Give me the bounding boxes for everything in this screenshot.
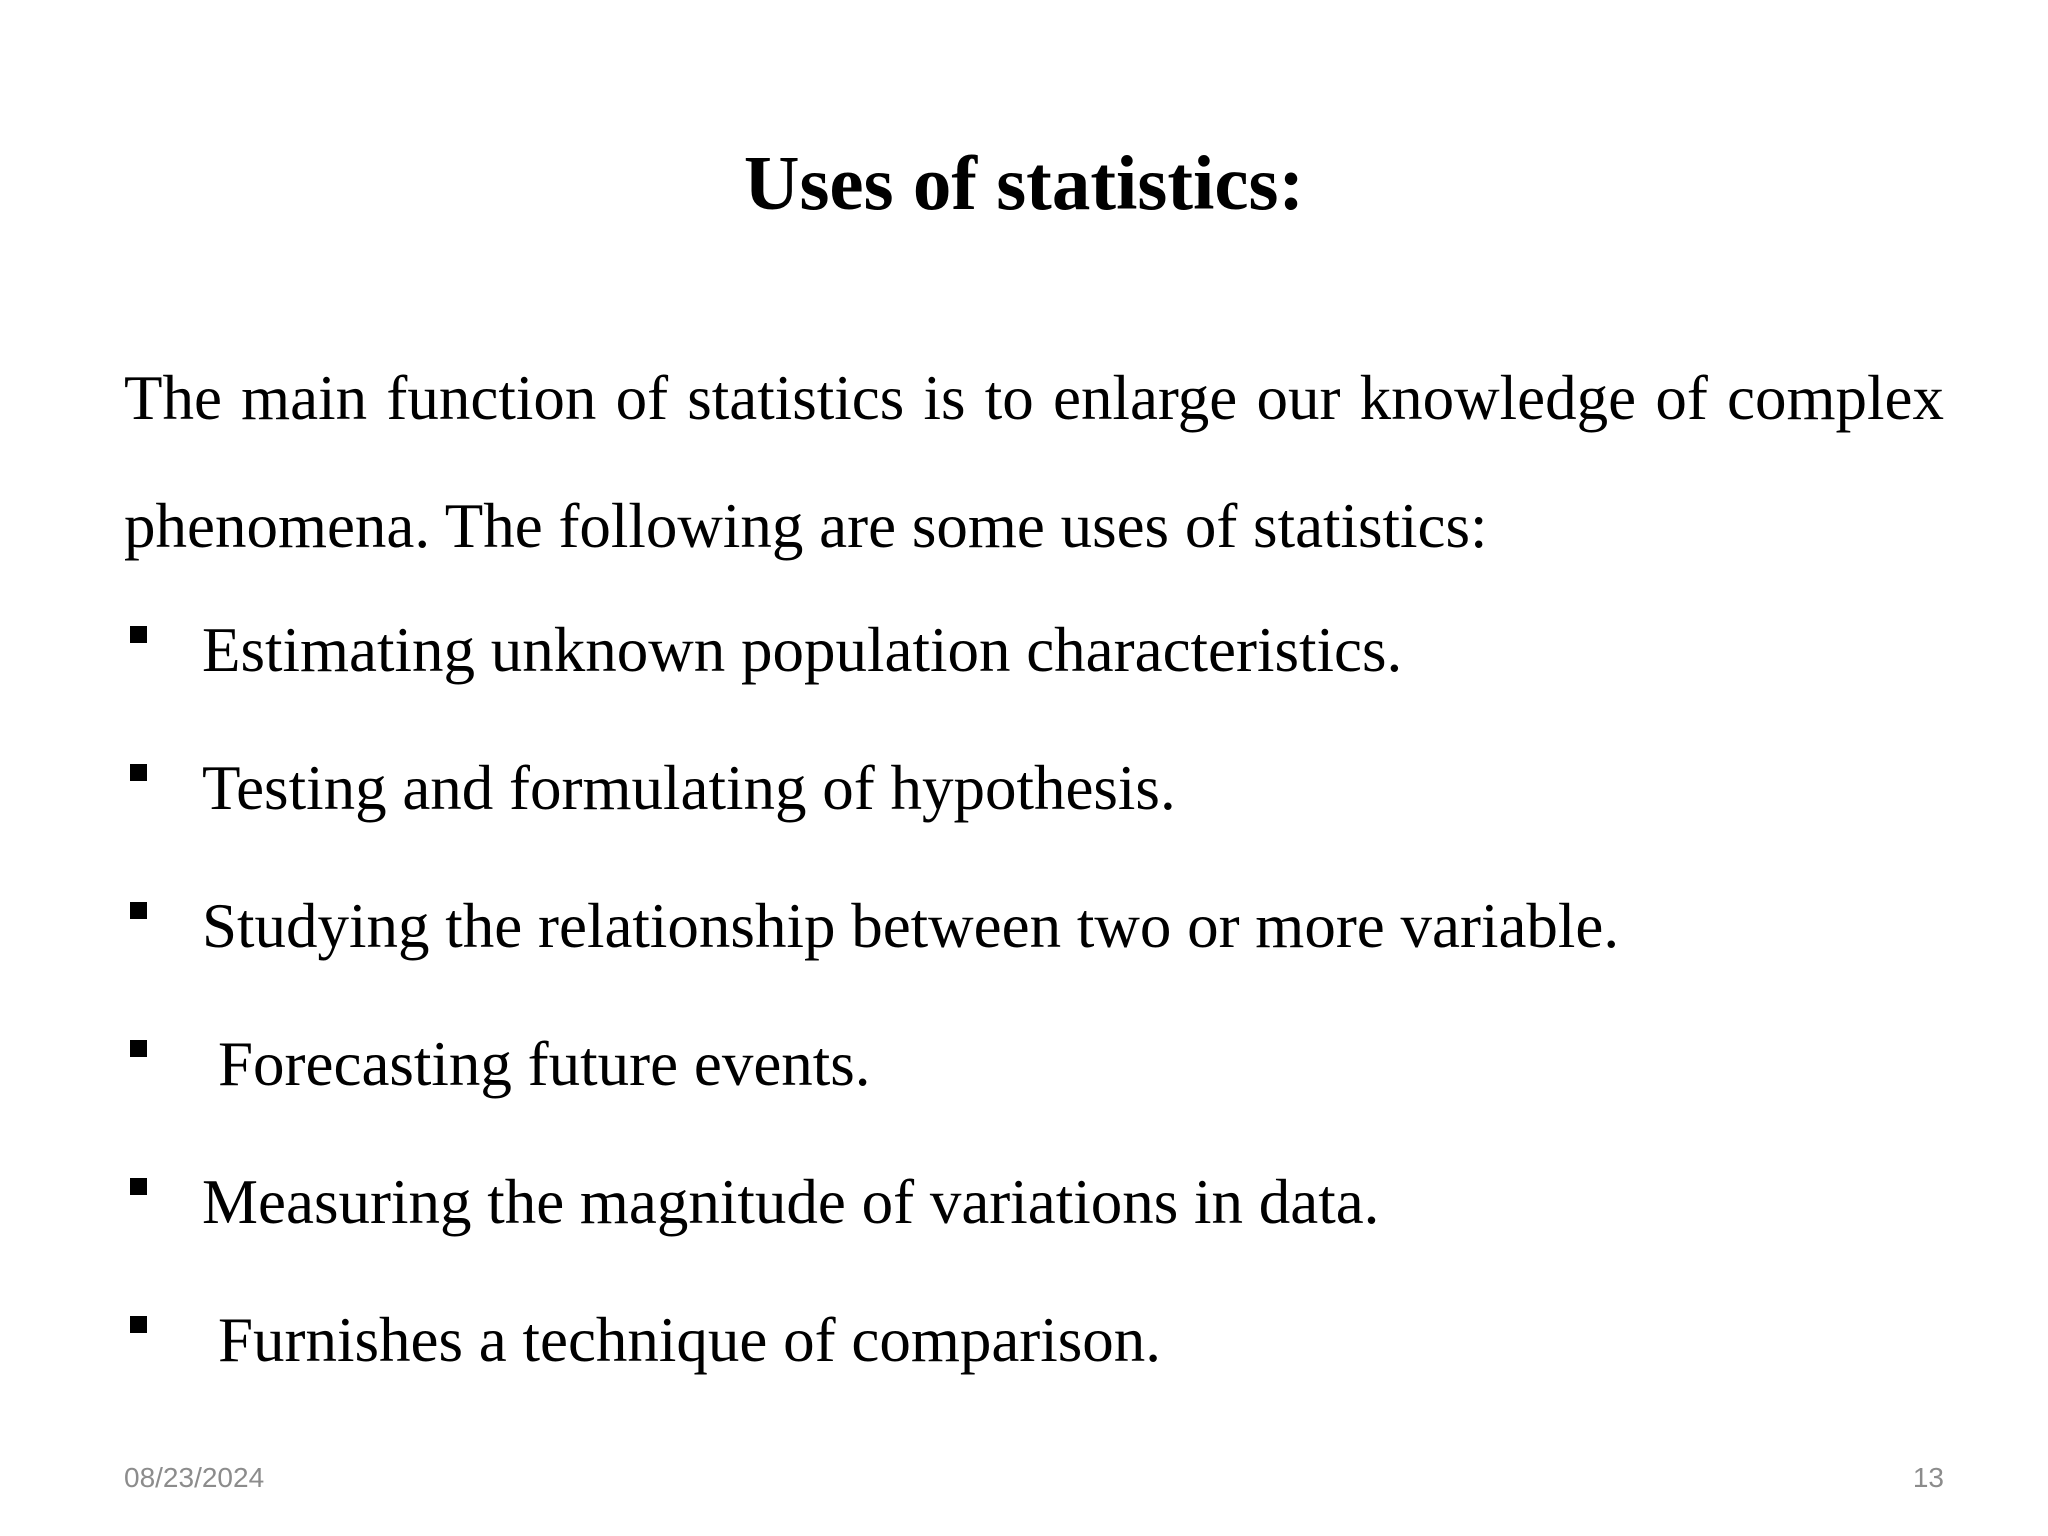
square-bullet-icon: [130, 764, 147, 781]
footer-date: 08/23/2024: [124, 1462, 265, 1493]
bullet-text: Furnishes a technique of comparison.: [218, 1305, 1162, 1375]
square-bullet-icon: [130, 1040, 147, 1057]
bullet-text: Testing and formulating of hypothesis.: [202, 753, 1176, 823]
slide-title: Uses of statistics:: [743, 140, 1305, 226]
square-bullet-icon: [130, 1316, 147, 1333]
bullet-text: Studying the relationship between two or more variable.: [202, 891, 1620, 961]
list-item: [124, 1010, 1944, 1148]
intro-paragraph: The main function of statistics is to enlarge our knowledge of complex phenomena. The following are some uses of statistics:: [124, 363, 1944, 561]
page-number: 13: [1912, 1462, 1944, 1493]
square-bullet-icon: [130, 1178, 147, 1195]
square-bullet-icon: [130, 626, 147, 643]
list-item: [124, 1286, 1944, 1424]
list-item: [124, 1148, 1944, 1286]
bullet-text: Estimating unknown population characteristics.: [202, 615, 1403, 685]
bullet-text: Measuring the magnitude of variations in data.: [202, 1167, 1380, 1237]
square-bullet-icon: [130, 902, 147, 919]
bullet-text: Forecasting future events.: [218, 1029, 871, 1099]
list-item: [124, 596, 1944, 734]
list-item: [124, 734, 1944, 872]
bullet-list: [124, 596, 1944, 1424]
list-item: [124, 872, 1944, 1010]
